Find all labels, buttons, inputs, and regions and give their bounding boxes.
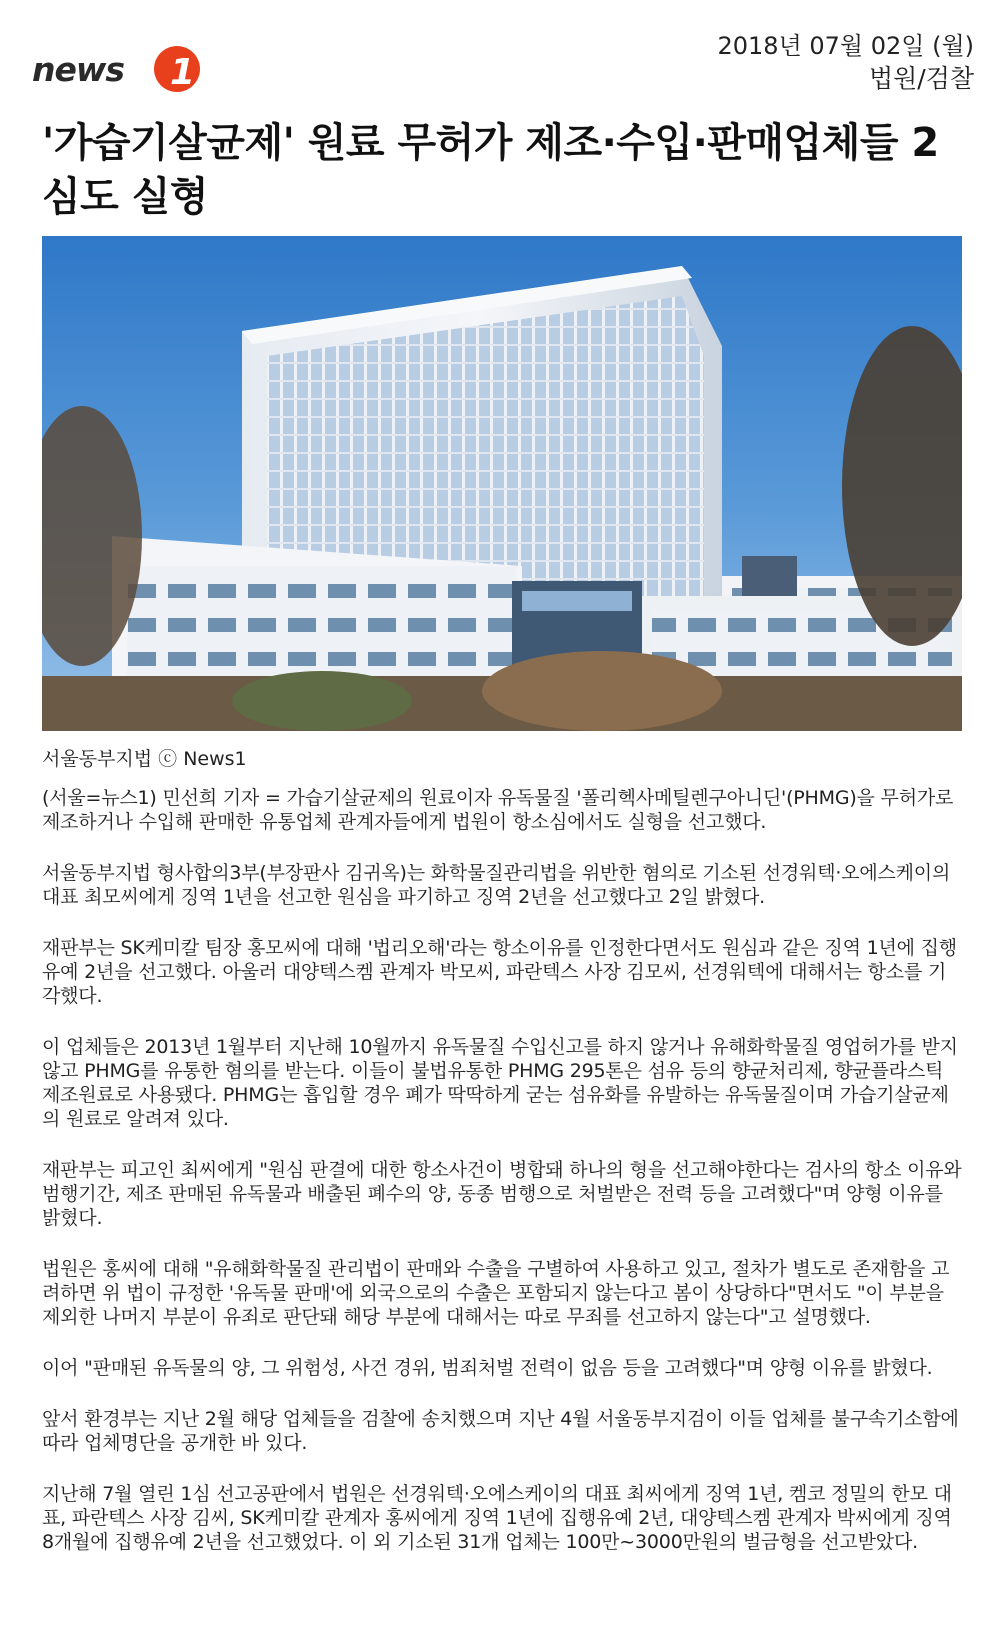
news1-logo-graphic bbox=[30, 44, 210, 94]
article-meta bbox=[717, 30, 974, 96]
article-paragraph: 앞서 환경부는 지난 2월 해당 업체들을 검찰에 송치했으며 지난 4월 서울동부지검이 이들 업체를 불구속기소함에 따라 업체명단을 공개한 바 있다. bbox=[42, 1408, 959, 1454]
section-label[interactable]: 법원/검찰 bbox=[868, 64, 974, 93]
article-paragraph: 재판부는 SK케미칼 팀장 홍모씨에 대해 '법리오해'라는 항소이유를 인정한다면서도 원심과 같은 징역 1년에 집행유예 2년을 선고했다. 아울러 대양텍스켐 관계자 박모씨, 파란텍스 사장 김모씨, 선경워텍에 대해서는 항소를 기각했다. bbox=[42, 937, 957, 1007]
article-paragraph: 이어 "판매된 유독물의 양, 그 위험성, 사건 경위, 범죄처벌 전력이 없음 등을 고려했다"며 양형 이유를 밝혔다. bbox=[42, 1357, 933, 1379]
article-body bbox=[42, 786, 964, 1581]
court-building-image bbox=[42, 236, 962, 731]
photo-caption: 서울동부지법 ⓒ News1 bbox=[42, 748, 247, 770]
article-paragraph: 재판부는 피고인 최씨에게 "원심 판결에 대한 항소사건이 병합돼 하나의 형을 선고해야한다는 검사의 항소 이유와 범행기간, 제조 판매된 유독물과 배출된 폐수의 양, 동종 범행으로 처벌받은 전력 등을 고려했다"며 양형 이유를 밝혔다. bbox=[42, 1159, 962, 1229]
article-paragraph: 이 업체들은 2013년 1월부터 지난해 10월까지 유독물질 수입신고를 하지 않거나 유해화학물질 영업허가를 받지 않고 PHMG를 유통한 혐의를 받는다. 이들이 불법유통한 PHMG 295톤은 섬유 등의 향균처리제, 향균플라스틱 제조원료로 사용됐다. PHMG는 흡입할 경우 폐가 딱딱하게 굳는 섬유화를 유발하는 유독물질이며 가습기살균제의 원료로 알려져 있다. bbox=[42, 1036, 958, 1130]
publish-date: 2018년 07월 02일 (월) bbox=[717, 32, 974, 60]
article-paragraph: 지난해 7월 열린 1심 선고공판에서 법원은 선경워텍·오에스케이의 대표 최씨에게 징역 1년, 켐코 정밀의 한모 대표, 파란텍스 사장 김씨, SK케미칼 관계자 홍씨에게 징역 1년에 집행유예 2년, 대양텍스켐 관계자 박씨에게 징역 8개월에 집행유예 2년을 선고했었다. 이 외 기소된 31개 업체는 100만~3000만원의 벌금형을 선고받았다. bbox=[42, 1483, 952, 1553]
article-headline: '가습기살균제' 원료 무허가 제조·수입·판매업체들 2심도 실형 bbox=[42, 120, 939, 220]
article-paragraph: 법원은 홍씨에 대해 "유해화학물질 관리법이 판매와 수출을 구별하여 사용하고 있고, 절차가 별도로 존재함을 고려하면 위 법이 규정한 '유독물 판매'에 외국으로의 수출은 포함되지 않는다고 봄이 상당하다"면서도 "이 부분을 제외한 나머지 부분이 유죄로 판단돼 해당 부분에 대해서는 따로 무죄를 선고하지 않는다"고 설명했다. bbox=[42, 1258, 950, 1328]
article-photo bbox=[42, 236, 962, 731]
article-paragraph: 서울동부지법 형사합의3부(부장판사 김귀옥)는 화학물질관리법을 위반한 혐의로 기소된 선경워텍·오에스케이의 대표 최모씨에게 징역 1년을 선고한 원심을 파기하고 징역 2년을 선고했다고 2일 밝혔다. bbox=[42, 862, 951, 908]
news1-logo[interactable] bbox=[30, 44, 210, 94]
logo-badge-number: 1 bbox=[170, 52, 196, 93]
article-paragraph: (서울=뉴스1) 민선희 기자 = 가습기살균제의 원료이자 유독물질 '폴리헥사메틸렌구아니딘'(PHMG)을 무허가로 제조하거나 수입해 판매한 유통업체 관계자들에게 법원이 항소심에서도 실형을 선고했다. bbox=[42, 787, 954, 833]
logo-wordmark: news bbox=[32, 50, 125, 89]
